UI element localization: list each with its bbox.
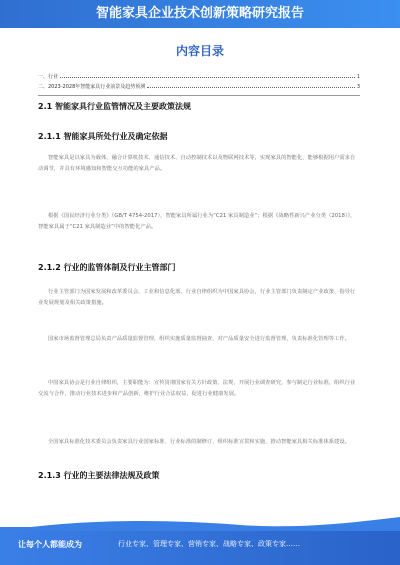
paragraph: 根据《国民经济行业分类》（GB/T 4754-2017），智能家具所属行业为“C21 家具制造业”；根据《战略性新兴产业分类（2018）》，智能家具属于“C21 家具制造业”中的智能化产品。 <box>38 213 356 230</box>
section-heading-2-1-3: 2.1.3 行业的主要法律法规及政策 <box>38 471 160 480</box>
toc-item[interactable] <box>38 70 360 80</box>
paragraph: 国家市场监督管理总局负责产品质量监督管理，组织实施质量监督抽查，对产品质量安全进行监督管理，负责标准化管理等工作。 <box>48 336 350 342</box>
toc-item-label: 二、2023-2028年智能家具行业前景及趋势预测 <box>38 84 146 90</box>
toc-leader-dots <box>147 87 355 88</box>
paragraph: 全国家具标准化技术委员会负责家具行业国家标准、行业标准的制修订，组织标准宣贯和实施，推动智能家具相关标准体系建设。 <box>48 439 350 445</box>
footer-slogan: 让每个人都能成为 <box>18 540 82 549</box>
toc-item[interactable] <box>38 80 360 90</box>
footer-wave-decoration <box>0 517 400 531</box>
toc-item-page: 1 <box>356 74 360 80</box>
table-of-contents <box>38 70 360 90</box>
toc-divider <box>38 95 360 96</box>
paragraph: 智能家具是以家具为载体，融合计算机技术、通信技术、自动控制技术以及物联网技术等，实现家具的智能化，能够根据用户需求自动调节，并具有环境感知和智能交互功能的家具产品。 <box>38 155 356 172</box>
toc-leader-dots <box>60 77 355 78</box>
toc-item-label: 一、行业 <box>38 74 59 80</box>
report-header <box>0 0 400 28</box>
toc-title: 内容目录 <box>175 44 224 58</box>
section-heading-2-1-1: 2.1.1 智能家具所处行业及确定依据 <box>38 132 168 141</box>
footer-banner <box>0 527 400 565</box>
report-title: 智能家具企业技术创新策略研究报告 <box>95 6 304 21</box>
toc-item-page: 3 <box>356 84 360 90</box>
section-heading-2-1-2: 2.1.2 行业的监管体制及行业主管部门 <box>38 263 176 272</box>
paragraph: 行业主管部门为国家发展和改革委员会、工业和信息化部，行业自律组织为中国家具协会，行业主管部门负责制定产业政策、指导行业发展规划及相关政策措施。 <box>38 289 356 306</box>
paragraph: 中国家具协会是行业自律组织，主要职能为：宣传贯彻国家有关方针政策、法规，开展行业调查研究，参与制定行业标准，组织行业交流与合作，推动行业技术进步和产品创新，维护行业合法权益，促进行业健康发展。 <box>38 380 356 397</box>
section-heading-2-1: 2.1 智能家具行业监管情况及主要政策法规 <box>38 102 191 111</box>
footer-roles: 行业专家、管理专家、营销专家、战略专家、政策专家…… <box>118 540 300 548</box>
